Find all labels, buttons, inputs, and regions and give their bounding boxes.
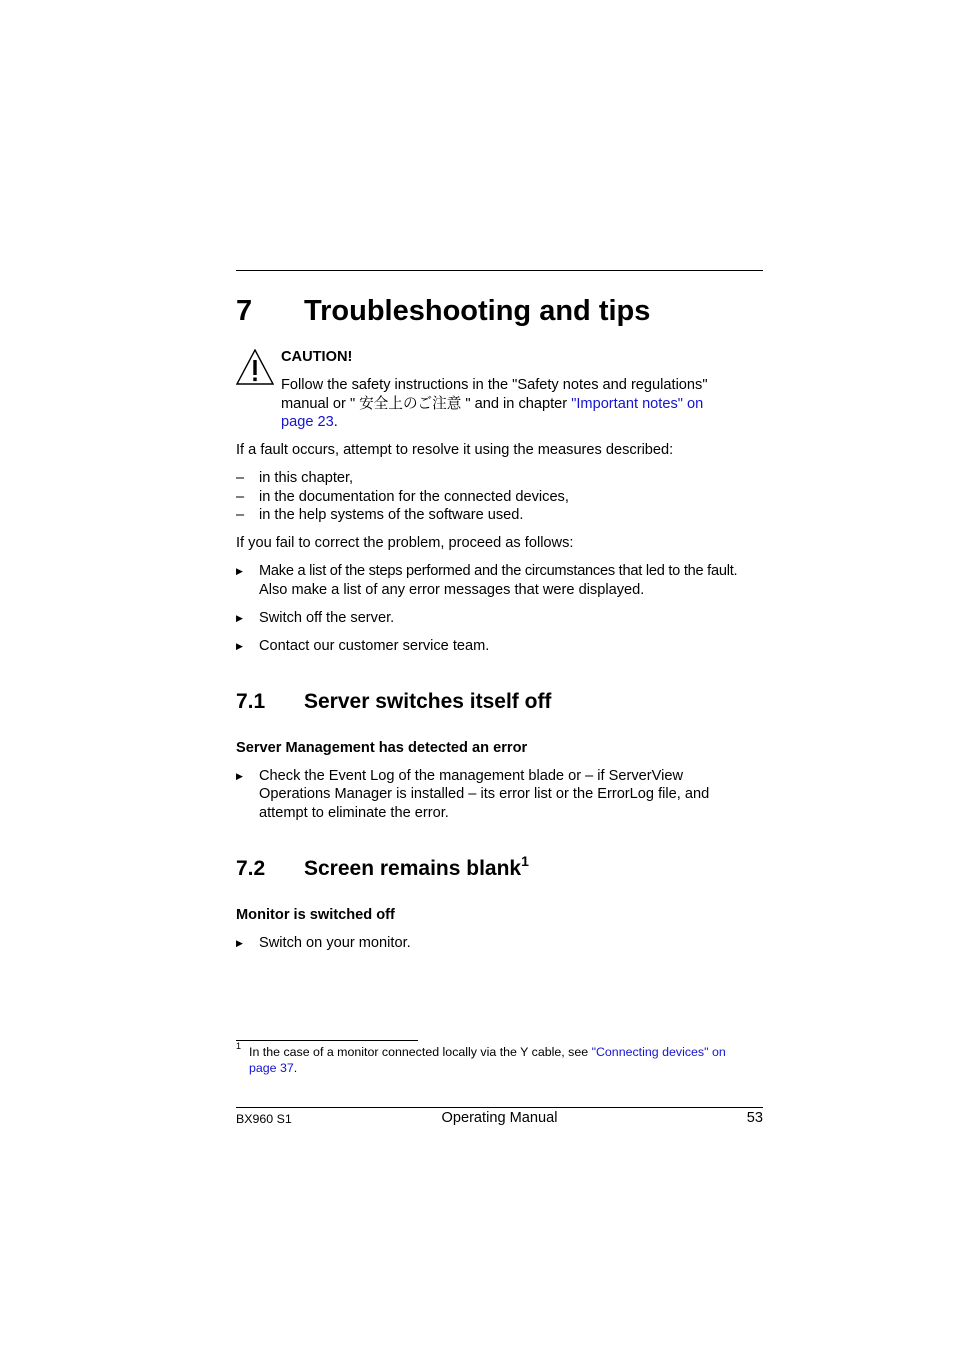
fail-paragraph: If you fail to correct the problem, proceed as follows:: [236, 535, 574, 551]
footer-left: BX960 S1: [236, 1112, 292, 1126]
footer-page-number: 53: [746, 1110, 763, 1126]
step-2: Switch off the server.: [259, 610, 395, 626]
section-1-line-2: Operations Manager is installed – its error list or the ErrorLog file, and: [259, 786, 710, 802]
step-arrow-icon: ▶: [236, 613, 243, 623]
dash-item: in this chapter,: [259, 470, 354, 486]
section-2-title: [304, 853, 529, 882]
dash-marker: –: [236, 470, 245, 486]
dash-marker: –: [236, 489, 245, 505]
step-arrow-icon: ▶: [236, 566, 243, 576]
chapter-title: Troubleshooting and tips: [304, 295, 651, 327]
caution-label: CAUTION!: [281, 349, 353, 365]
intro-paragraph: If a fault occurs, attempt to resolve it using the measures described:: [236, 442, 674, 458]
step-3: Contact our customer service team.: [259, 638, 490, 654]
section-1-line-3: attempt to eliminate the error.: [259, 805, 449, 821]
caution-line-2-text: manual or " 安全上のご注意 " and in chapter: [281, 396, 572, 412]
dash-item: in the help systems of the software used.: [259, 507, 524, 523]
step-arrow-icon: ▶: [236, 938, 243, 948]
footnote-line-2: [249, 1060, 297, 1076]
footnote-ref: 1: [521, 853, 529, 869]
footnote-end: .: [293, 1061, 298, 1075]
step-arrow-icon: ▶: [236, 641, 243, 651]
important-notes-page-link[interactable]: page 23: [281, 414, 334, 430]
dash-item: in the documentation for the connected devices,: [259, 489, 569, 505]
section-2-number: 7.2: [236, 857, 266, 880]
section-1-line-1: Check the Event Log of the management blade or – if ServerView: [259, 768, 684, 784]
section-2-step: Switch on your monitor.: [259, 935, 411, 951]
important-notes-link[interactable]: "Important notes" on: [571, 396, 704, 412]
dash-marker: –: [236, 507, 245, 523]
section-1-subheading: Server Management has detected an error: [236, 740, 528, 756]
chapter-top-rule: [236, 270, 763, 271]
step-arrow-icon: ▶: [236, 771, 243, 781]
section-1-title: Server switches itself off: [304, 690, 552, 713]
footnote-separator: [236, 1040, 418, 1041]
connecting-devices-link[interactable]: "Connecting devices" on: [591, 1045, 726, 1059]
section-2-title-text: Screen remains blank: [304, 857, 522, 880]
connecting-devices-page-link[interactable]: page 37: [249, 1061, 294, 1075]
caution-line-2: [281, 395, 703, 414]
section-2-subheading: Monitor is switched off: [236, 907, 395, 923]
step-1-line-2: Also make a list of any error messages that were displayed.: [259, 582, 645, 598]
footer-center: Operating Manual: [441, 1110, 558, 1126]
step-1-line-1: Make a list of the steps performed and the circumstances that led to the fault.: [259, 563, 738, 579]
caution-line-3: [281, 413, 338, 432]
caution-end: .: [333, 414, 338, 430]
caution-line-1: Follow the safety instructions in the "Safety notes and regulations": [281, 377, 708, 393]
footer-rule: [236, 1107, 763, 1108]
caution-warning-icon: [236, 349, 274, 385]
section-1-number: 7.1: [236, 690, 266, 713]
footnote-line-1: [249, 1044, 726, 1060]
footnote-mark: 1: [236, 1041, 242, 1051]
footnote-text: In the case of a monitor connected locally via the Y cable, see: [249, 1045, 592, 1059]
chapter-number: 7: [236, 295, 253, 327]
